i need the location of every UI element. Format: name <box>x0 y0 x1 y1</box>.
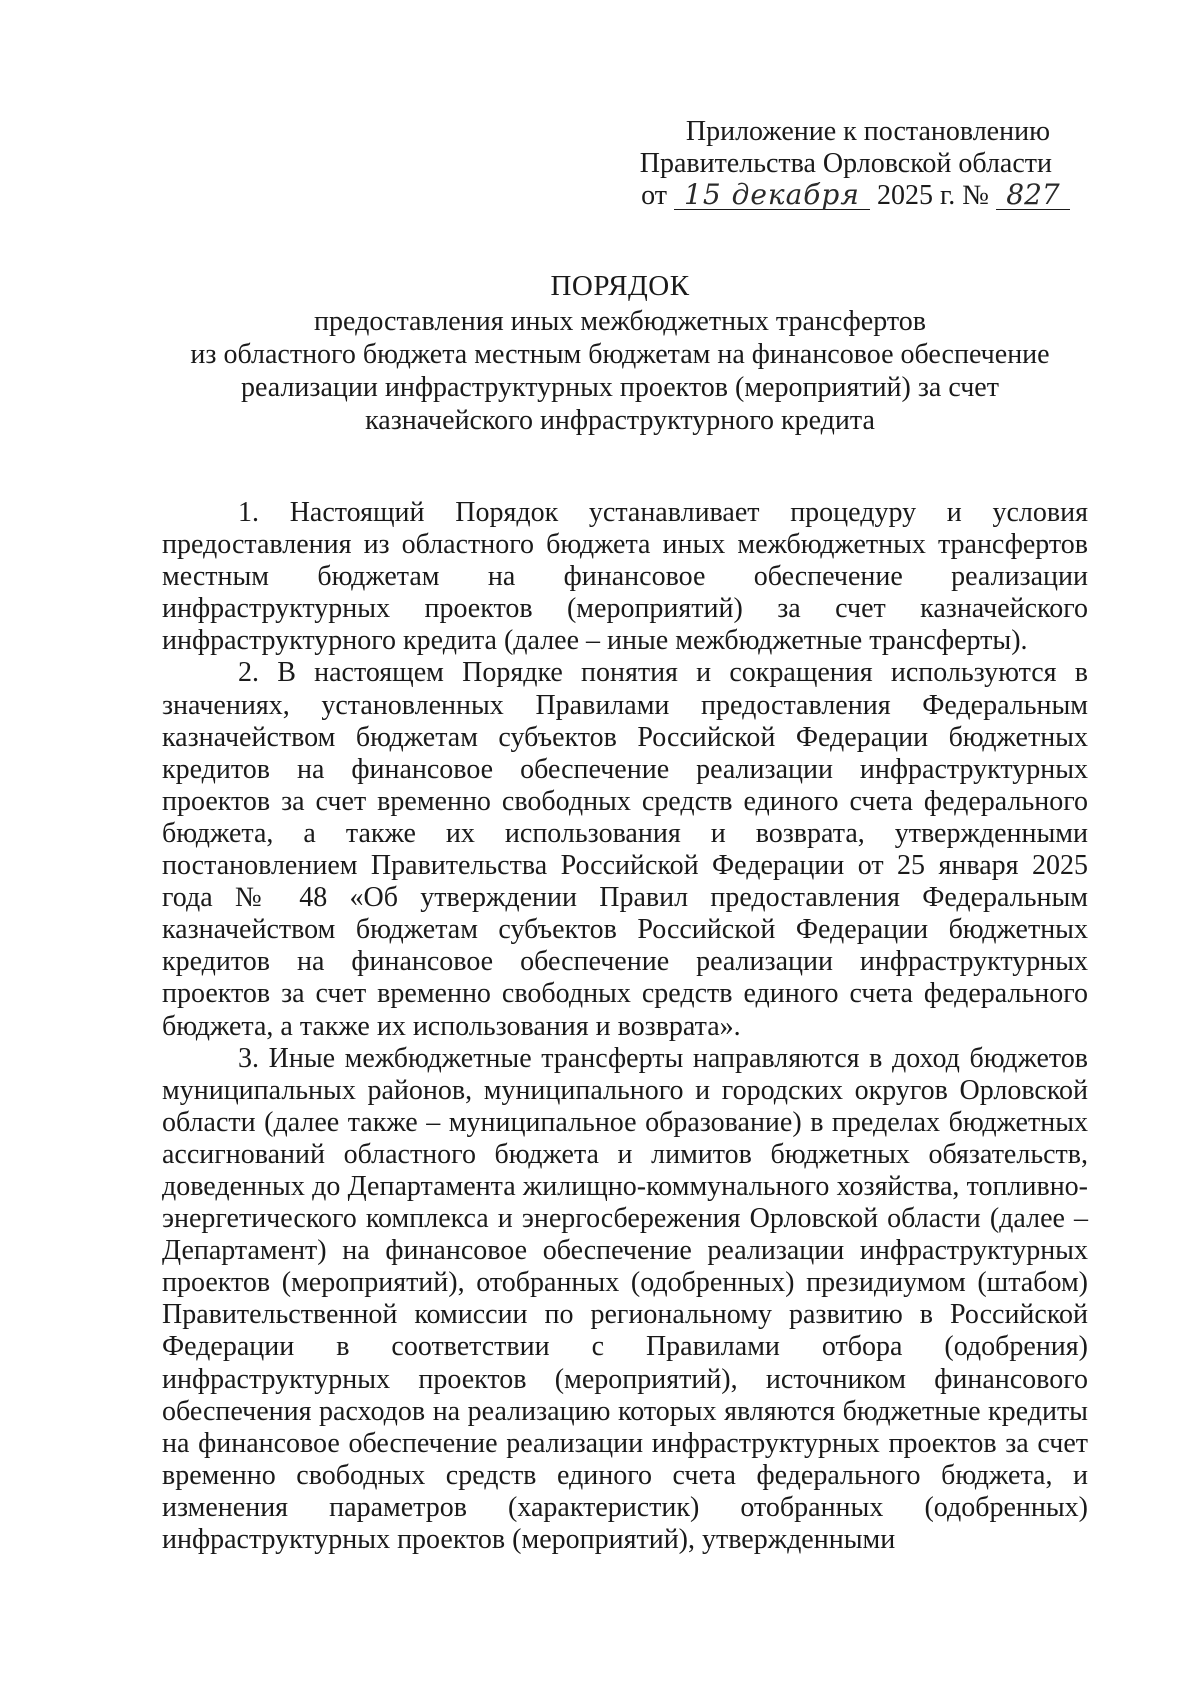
title-line: реализации инфраструктурных проектов (мероприятий) за счет <box>241 372 999 403</box>
annex-year-label: 2025 г. № <box>876 180 989 211</box>
annex-from-label: от <box>641 180 667 211</box>
annex-line-2: Правительства Орловской области <box>639 148 1052 179</box>
document-body <box>162 497 1088 1556</box>
annex-line-1: Приложение к постановлению <box>685 116 1050 147</box>
paragraph-3: 3. Иные межбюджетные трансферты направляются в доход бюджетов муниципальных районов, муниципального и городских округов Орловской области (далее также – муниципальное образование) в пределах бюджетных ассигнований областного бюджета и лимитов бюджетных обязательств, доведенных до Департамента жилищно-коммунального хозяйства, топливно-энергетического комплекса и энергосбережения Орловской области (далее – Департамент) на финансовое обеспечение реализации инфраструктурных проектов (мероприятий), отобранных (одобренных) президиумом (штабом) Правительственной комиссии по региональному развитию в Российской Федерации в соответствии с Правилами отбора (одобрения) инфраструктурных проектов (мероприятий), источником финансового обеспечения расходов на реализацию которых являются бюджетные кредиты на финансовое обеспечение реализации инфраструктурных проектов за счет временно свободных средств единого счета федерального бюджета, и изменения параметров (характеристик) отобранных (одобренных) инфраструктурных проектов (мероприятий), утвержденными <box>162 1042 1088 1555</box>
paragraph-1: 1. Настоящий Порядок устанавливает процедуру и условия предоставления из областного бюджета иных межбюджетных трансфертов местным бюджетам на финансовое обеспечение реализации инфраструктурных проектов (мероприятий) за счет казначейского инфраструктурного кредита (далее – иные межбюджетные трансферты). <box>162 497 1088 657</box>
title-line: казначейского инфраструктурного кредита <box>365 405 875 436</box>
handwritten-date: 15 декабря <box>674 181 870 210</box>
document-title <box>160 270 1080 437</box>
title-line: предоставления иных межбюджетных трансфертов <box>314 306 926 337</box>
annex-date-row <box>600 180 1080 212</box>
title-main: ПОРЯДОК <box>550 270 690 302</box>
paragraph-2: 2. В настоящем Порядке понятия и сокращения используются в значениях, установленных Правилами предоставления Федеральным казначейством бюджетам субъектов Российской Федерации бюджетных кредитов на финансовое обеспечение реализации инфраструктурных проектов за счет временно свободных средств единого счета федерального бюджета, а также их использования и возврата, утвержденными постановлением Правительства Российской Федерации от 25 января 2025 года № 48 «Об утверждении Правил предоставления Федеральным казначейством бюджетам субъектов Российской Федерации бюджетных кредитов на финансовое обеспечение реализации инфраструктурных проектов за счет временно свободных средств единого счета федерального бюджета, а также их использования и возврата». <box>162 657 1088 1042</box>
annex-header <box>600 116 1080 212</box>
title-line: из областного бюджета местным бюджетам на финансовое обеспечение <box>190 339 1050 370</box>
handwritten-number: 827 <box>996 181 1070 210</box>
